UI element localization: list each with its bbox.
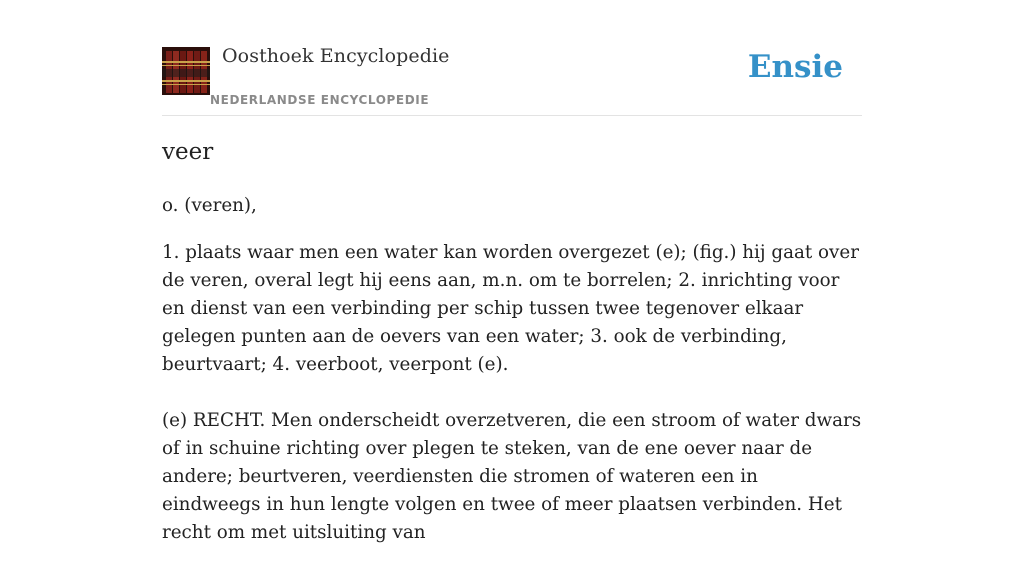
paragraph-spacer xyxy=(162,398,862,407)
site-title[interactable]: Oosthoek Encyclopedie xyxy=(222,45,450,67)
brand-link[interactable]: Ensie xyxy=(747,49,843,85)
entry-law-text: (e) RECHT. Men onderscheidt overzetveren, die een stroom of water dwars of in schuine richting over plegen te steken, van de ene oever naar de andere; beurtveren, veerdiensten die stromen of wateren een in eindweegs in hun lengte volgen en twee of meer plaatsen verbinden. Het recht om met uitsluiting van xyxy=(162,410,862,543)
book-spines-icon[interactable] xyxy=(162,47,210,95)
entry-grammar: o. (veren), xyxy=(162,195,257,216)
entry-content xyxy=(162,192,862,566)
entry-definition: 1. plaats waar men een water kan worden overgezet (e); (fig.) hij gaat over de veren, overal legt hij eens aan, m.n. om te borrelen; 2. inrichting voor en dienst van een verbinding per schip tussen twee tegenover elkaar gelegen punten aan de oevers van een water; 3. ook de verbinding, beurtvaart; 4. veerboot, veerpont (e). xyxy=(162,242,859,375)
site-subtitle: NEDERLANDSE ENCYCLOPEDIE xyxy=(210,93,430,107)
site-header xyxy=(162,0,862,116)
main-container xyxy=(162,0,862,543)
entry-title: veer xyxy=(162,139,214,165)
